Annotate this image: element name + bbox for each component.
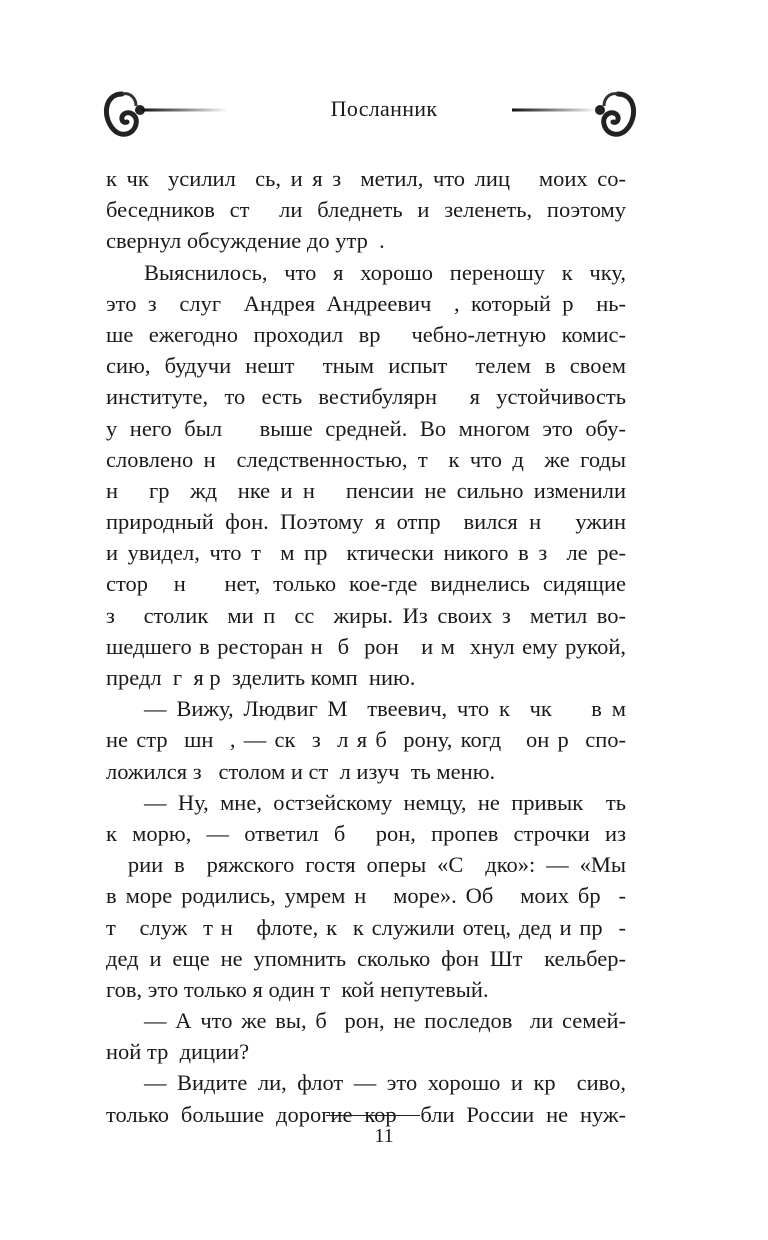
- text-line: шедшего в ресторан н б рон и м хнул ему рукой,: [106, 633, 626, 659]
- text-line: и увидел, что т м пр ктически никого в з ле ре-: [106, 540, 626, 566]
- page-number: 11: [374, 1125, 394, 1147]
- text-line: — Ну, мне, остзейскому немцу, не привык ть: [144, 789, 626, 815]
- text-line: — Вижу, Людвиг М твеевич, что к чк в м: [144, 696, 626, 722]
- body-text: [106, 163, 626, 1130]
- text-line: ной тр диции?: [106, 1039, 250, 1065]
- text-line: в море родились, умрем н море». Об моих бр -: [106, 883, 626, 909]
- text-line: у него был выше средней. Во многом это обу-: [106, 415, 626, 441]
- text-line: природный фон. Поэтому я отпр вился н ужин: [106, 509, 626, 535]
- text-line: — А что же вы, б рон, не последов ли семей-: [144, 1008, 626, 1034]
- text-line: з столик ми п сс жиры. Из своих з метил во-: [106, 602, 626, 628]
- text-line: к морю, — ответил б рон, пропев строчки из: [106, 820, 626, 846]
- text-line: — Видите ли, флот — это хорошо и кр сиво,: [144, 1070, 626, 1096]
- text-line: ше ежегодно проходил вр чебно-летную комис-: [106, 321, 626, 347]
- text-line: Выяснилось, что я хорошо переношу к чку,: [144, 259, 626, 285]
- text-line: рии в ряжского гостя оперы «С дко»: — «Мы: [106, 852, 626, 878]
- footer-rule: [326, 1115, 420, 1116]
- text-line: к чк усилил сь, и я з метил, что лиц моих со-: [106, 166, 626, 191]
- running-title: Посланник: [330, 96, 438, 121]
- text-line: н гр жд нке и н пенсии не сильно изменили: [106, 477, 626, 503]
- page-header: [0, 78, 768, 148]
- text-line: только большие дорогие кор бли России не нуж-: [106, 1101, 626, 1127]
- text-line: т служ т н флоте, к к служили отец, дед и пр -: [106, 914, 626, 940]
- text-line: институте, то есть вестибулярн я устойчивость: [106, 384, 626, 410]
- text-line: беседников ст ли бледнеть и зеленеть, поэтому: [106, 197, 626, 223]
- text-line: ложился з столом и ст л изуч ть меню.: [106, 758, 496, 784]
- text-line: предл г я р зделить комп нию.: [106, 665, 416, 690]
- text-line: гов, это только я один т кой непутевый.: [106, 976, 489, 1002]
- text-line: стор н нет, только кое-где виднелись сидящие: [106, 571, 626, 597]
- text-line: свернул обсуждение до утр .: [106, 228, 385, 254]
- text-line: это з слуг Андрея Андреевич , который р нь-: [106, 290, 626, 316]
- text-line: словлено н следственностью, т к что д же годы: [106, 446, 626, 472]
- text-line: сию, будучи нешт тным испыт телем в своем: [106, 353, 626, 379]
- text-line: не стр шн , — ск з л я б рону, когд он р спо-: [106, 727, 626, 753]
- text-line: дед и еще не упомнить сколько фон Шт кельбер-: [106, 945, 626, 971]
- scroll-flourish-right-icon: [510, 84, 640, 144]
